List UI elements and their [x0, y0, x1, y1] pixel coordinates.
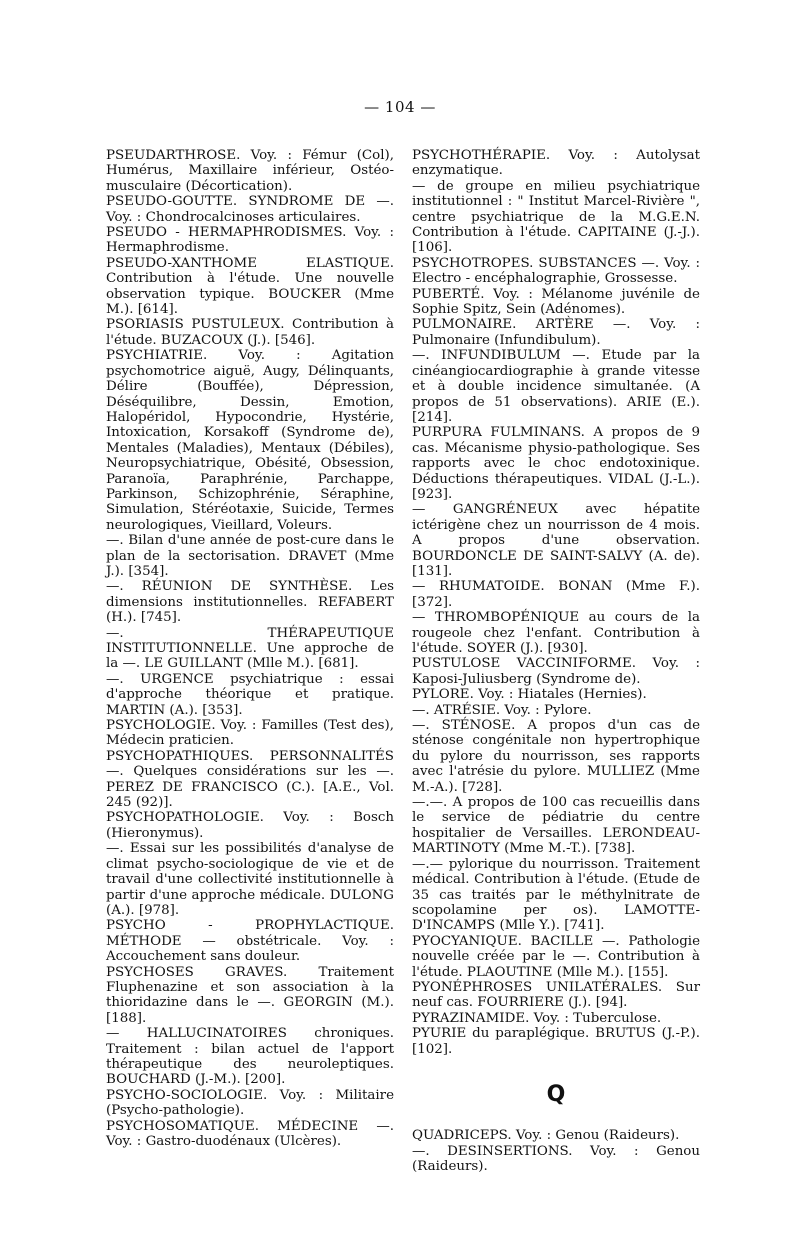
- index-entry: PULMONAIRE. ARTÈRE —. Voy. : Pulmonaire (Infundibulum).: [412, 317, 700, 348]
- index-column-left: [106, 148, 394, 1149]
- index-entry: —. ATRÉSIE. Voy. : Pylore.: [412, 702, 592, 718]
- index-entry: QUADRICEPS. Voy. : Genou (Raideurs).: [412, 1128, 680, 1144]
- index-entry: —. DESINSERTIONS. Voy. : Genou (Raideurs).: [412, 1143, 700, 1175]
- index-entry: PSYCHOPATHIQUES. PERSONNALITÉS —. Quelques considérations sur les —. PEREZ DE FRANCISCO (C.). [A.E., Vol. 245 (92)].: [106, 748, 394, 811]
- index-entry: PSYCHOSOMATIQUE. MÉDECINE —. Voy. : Gastro-duodénaux (Ulcères).: [106, 1118, 394, 1149]
- index-entry: —.— pylorique du nourrisson. Traitement médical. Contribution à l'étude. (Etude de 35 cas traités par le méthylnitrate de scopolamine per os). LAMOTTE-D'INCAMPS (Mlle Y.). [741].: [412, 856, 700, 934]
- index-entry: PSYCHOPATHOLOGIE. Voy. : Bosch (Hieronymus).: [106, 810, 394, 841]
- index-entry: PYRAZINAMIDE. Voy. : Tuberculose.: [412, 1010, 662, 1026]
- index-entry: —. URGENCE psychiatrique : essai d'approche théorique et pratique. MARTIN (A.). [353].: [106, 671, 394, 718]
- index-entry: —. THÉRAPEUTIQUE INSTITUTIONNELLE. Une approche de la —. LE GUILLANT (Mlle M.). [681].: [106, 625, 394, 672]
- index-entry: —. STÉNOSE. A propos d'un cas de sténose congénitale non hypertrophique du pylore du nourrisson, ses rapports avec l'atrésie du pylore. MULLIEZ (Mme M.-A.). [728].: [412, 718, 700, 795]
- index-entry: PSYCHOTROPES. SUBSTANCES —. Voy. : Electro - encéphalographie, Grossesse.: [412, 255, 700, 287]
- index-entry: PYOCYANIQUE. BACILLE —. Pathologie nouvelle créée par le —. Contribution à l'étude. PLAOUTINE (Mlle M.). [155].: [412, 933, 700, 980]
- index-entry: PSEUDO-XANTHOME ELASTIQUE. Contribution à l'étude. Une nouvelle observation typique. BOUCKER (Mme M.). [614].: [106, 255, 394, 318]
- section-letter: Q: [546, 1081, 566, 1107]
- index-entry: PSYCHIATRIE. Voy. : Agitation psychomotrice aiguë, Augy, Délinquants, Délire (Bouffée), Dépression, Déséquilibre, Dessin, Emotion, Halopéridol, Hypocondrie, Hystérie, Intoxication, Korsakoff (Syndrome de), Mentales (Maladies), Mentaux (Débiles), Neuropsychiatrique, Obésité, Obsession, Paranoïa, Paraphrénie, Parchappe, Parkinson, Schizophrénie, Séraphine, Simulation, Stéréotaxie, Suicide, Termes neurologiques, Vieillard, Voleurs.: [106, 348, 394, 533]
- index-entry: PSYCHOTHÉRAPIE. Voy. : Autolysat enzymatique.: [412, 148, 700, 179]
- index-entry: PSEUDARTHROSE. Voy. : Fémur (Col), Humérus, Maxillaire inférieur, Ostéo-musculaire (Décortication).: [106, 148, 394, 194]
- index-column-right: [412, 148, 700, 1175]
- index-entry: — GANGRÉNEUX avec hépatite ictérigène chez un nourrisson de 4 mois. A propos d'une observation. BOURDONCLE DE SAINT-SALVY (A. de). [131].: [412, 502, 700, 579]
- index-entry: PSYCHOLOGIE. Voy. : Familles (Test des), Médecin praticien.: [106, 718, 394, 749]
- index-entry: —. Bilan d'une année de post-cure dans le plan de la sectorisation. DRAVET (Mme J.). [354].: [106, 533, 394, 579]
- index-entry: PUBERTÉ. Voy. : Mélanome juvénile de Sophie Spitz, Sein (Adénomes).: [412, 286, 700, 318]
- index-entry: PUSTULOSE VACCINIFORME. Voy. : Kaposi-Juliusberg (Syndrome de).: [412, 656, 700, 687]
- index-entry: — RHUMATOIDE. BONAN (Mme F.). [372].: [412, 579, 700, 610]
- index-entry: PSEUDO-GOUTTE. SYNDROME DE —. Voy. : Chondrocalcinoses articulaires.: [106, 194, 394, 225]
- index-entry: PYURIE du paraplégique. BRUTUS (J.-P.). [102].: [412, 1026, 700, 1057]
- index-entry: PYLORE. Voy. : Hiatales (Hernies).: [412, 687, 647, 703]
- index-entry: PURPURA FULMINANS. A propos de 9 cas. Mécanisme physio-pathologique. Ses rapports avec le choc endotoxinique. Déductions thérapeutiques. VIDAL (J.-L.). [923].: [412, 425, 700, 502]
- index-entry: PSEUDO - HERMAPHRODISMES. Voy. : Hermaphrodisme.: [106, 225, 394, 256]
- index-entry: PSYCHOSES GRAVES. Traitement Fluphenazine et son association à la thioridazine dans le —. GEORGIN (M.). [188].: [106, 964, 394, 1026]
- index-entry: —. INFUNDIBULUM —. Etude par la cinéangiocardiographie à grande vitesse et à double incidence simultanée. (A propos de 51 observations). ARIE (E.). [214].: [412, 348, 700, 425]
- page-number: — 104 —: [364, 98, 436, 116]
- index-entry: PSORIASIS PUSTULEUX. Contribution à l'étude. BUZACOUX (J.). [546].: [106, 317, 394, 348]
- index-entry: —. RÉUNION DE SYNTHÈSE. Les dimensions institutionnelles. REFABERT (H.). [745].: [106, 579, 394, 626]
- index-entry: —. Essai sur les possibilités d'analyse de climat psycho-sociologique de vie et de travail d'une collectivité institutionnelle à partir d'une approche médicale. DULONG (A.). [978].: [106, 841, 394, 918]
- index-entry: — THROMBOPÉNIQUE au cours de la rougeole chez l'enfant. Contribution à l'étude. SOYER (J.). [930].: [412, 610, 700, 656]
- index-entry: PSYCHO-SOCIOLOGIE. Voy. : Militaire (Psycho-pathologie).: [106, 1087, 394, 1119]
- index-entry: PSYCHO - PROPHYLACTIQUE. MÉTHODE — obstétricale. Voy. : Accouchement sans douleur.: [106, 918, 394, 965]
- index-entry: PYONÉPHROSES UNILATÉRALES. Sur neuf cas. FOURRIERE (J.). [94].: [412, 979, 700, 1011]
- index-entry: — de groupe en milieu psychiatrique institutionnel : " Institut Marcel-Rivière ", centre psychiatrique de la M.G.E.N. Contribution à l'étude. CAPITAINE (J.-J.). [106].: [412, 178, 700, 256]
- index-entry: —.—. A propos de 100 cas recueillis dans le service de pédiatrie du centre hospitalier de Versailles. LERONDEAU-MARTINOTY (Mme M.-T.). [738].: [412, 795, 700, 857]
- index-entry: — HALLUCINATOIRES chroniques. Traitement : bilan actuel de l'apport thérapeutique des neuroleptiques. BOUCHARD (J.-M.). [200].: [106, 1026, 394, 1088]
